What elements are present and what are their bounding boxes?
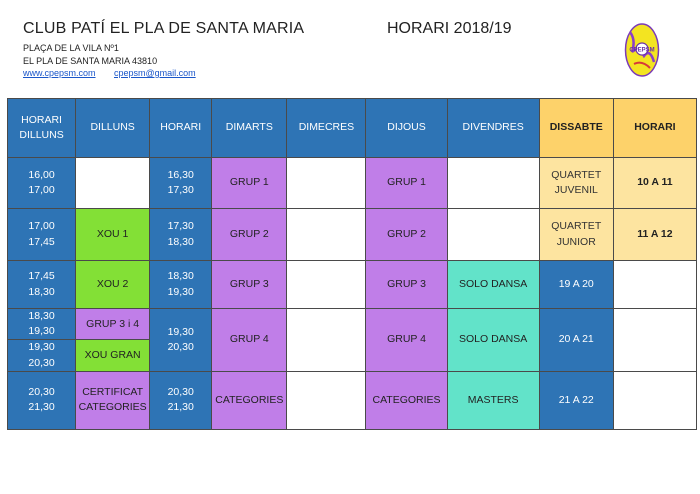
header-horari-dilluns	[8, 99, 76, 158]
header-dimarts: DIMARTS	[212, 99, 287, 158]
tue-group-1: GRUP 1	[212, 158, 287, 209]
tue-time-3-end: 19,30	[167, 285, 194, 298]
wed-cell-4	[287, 309, 366, 372]
fri-cell-2	[447, 209, 539, 261]
mon-time-3-start: 17,45	[28, 270, 55, 283]
tue-time-4-start: 19,30	[167, 325, 194, 338]
schedule-title: HORARI 2018/19	[387, 20, 512, 37]
wed-cell-2	[287, 209, 366, 261]
wed-cell-3	[287, 261, 366, 309]
mon-time-1-end: 17,00	[28, 184, 55, 196]
tue-time-3-start: 18,30	[167, 270, 194, 283]
thu-group-5: CATEGORIES	[366, 371, 447, 429]
tue-group-4: GRUP 4	[212, 309, 287, 372]
wed-cell-5	[287, 371, 366, 429]
mon-time-1-start: 16,00	[28, 168, 55, 181]
header-horari-dissabte: HORARI	[613, 99, 696, 158]
sat-time-3	[613, 261, 696, 309]
sat-group-2-line2: JUNIOR	[556, 235, 596, 248]
mon-group-2: XOU 1	[76, 209, 150, 261]
header-dissabte: DISSABTE	[539, 99, 613, 158]
fri-group-1: SOLO DANSA	[447, 261, 539, 309]
tue-time-5-start: 20,30	[167, 386, 194, 399]
header-dijous: DIJOUS	[366, 99, 447, 158]
tue-group-3: GRUP 3	[212, 261, 287, 309]
tue-time-2	[150, 209, 212, 261]
mon-time-2	[8, 209, 76, 261]
tue-group-2: GRUP 2	[212, 209, 287, 261]
mon-group-4: GRUP 3 i 4	[76, 309, 150, 340]
mon-group-1	[76, 158, 150, 209]
mon-time-6-start: 20,30	[28, 386, 55, 399]
tue-time-3	[150, 261, 212, 309]
thu-group-2: GRUP 2	[366, 209, 447, 261]
sat-time-5	[613, 371, 696, 429]
address-line-1: PLAÇA DE LA VILA Nº1	[23, 43, 119, 53]
sat-group-1-line2: JUVENIL	[554, 184, 598, 196]
sat-group-5: 21 A 22	[539, 371, 613, 429]
mon-time-3	[8, 261, 76, 309]
fri-group-3: MASTERS	[447, 371, 539, 429]
mon-time-4	[8, 309, 76, 340]
tue-time-4	[150, 309, 212, 372]
mon-time-1	[8, 158, 76, 209]
sat-group-2	[539, 209, 613, 261]
mon-time-5	[8, 340, 76, 371]
header-horari-dilluns-line2: DILLUNS	[19, 129, 64, 141]
mon-group-6-line2: CATEGORIES	[78, 401, 147, 414]
sat-time-2: 11 A 12	[613, 209, 696, 261]
tue-time-5-end: 21,30	[167, 401, 194, 414]
mon-time-5-end: 20,30	[28, 356, 55, 369]
tue-group-5: CATEGORIES	[212, 371, 287, 429]
tue-time-5	[150, 371, 212, 429]
tue-time-1	[150, 158, 212, 209]
mon-group-6-line1: CERTIFICAT	[82, 386, 144, 399]
club-title: CLUB PATÍ EL PLA DE SANTA MARIA	[23, 20, 305, 37]
mon-time-6-end: 21,30	[28, 401, 55, 414]
thu-group-3: GRUP 3	[366, 261, 447, 309]
sat-time-1: 10 A 11	[613, 158, 696, 209]
sat-group-1-line1: QUARTET	[551, 168, 602, 181]
tue-time-1-end: 17,30	[167, 184, 194, 196]
tue-time-1-start: 16,30	[167, 168, 194, 181]
mon-time-2-start: 17,00	[28, 220, 55, 233]
mon-time-5-start: 19,30	[28, 341, 55, 354]
mon-time-2-end: 17,45	[28, 235, 55, 248]
sat-time-4	[613, 309, 696, 372]
mon-time-3-end: 18,30	[28, 285, 55, 298]
address-line-2: EL PLA DE SANTA MARIA 43810	[23, 56, 158, 66]
header-dilluns: DILLUNS	[76, 99, 150, 158]
mon-group-5: XOU GRAN	[76, 340, 150, 371]
sat-group-1	[539, 158, 613, 209]
thu-group-1: GRUP 1	[366, 158, 447, 209]
website-link[interactable]: www.cpepsm.com	[23, 68, 96, 78]
mon-time-4-end: 19,30	[28, 325, 55, 338]
mon-time-4-start: 18,30	[28, 310, 55, 322]
header-horari: HORARI	[150, 99, 212, 158]
schedule-table	[7, 98, 697, 430]
email-link[interactable]: cpepsm@gmail.com	[114, 68, 196, 78]
mon-group-3: XOU 2	[76, 261, 150, 309]
club-logo	[624, 22, 660, 78]
tue-time-4-end: 20,30	[167, 340, 194, 353]
tue-time-2-start: 17,30	[167, 220, 194, 233]
mon-time-6	[8, 371, 76, 429]
wed-cell-1	[287, 158, 366, 209]
header-divendres: DIVENDRES	[447, 99, 539, 158]
logo-text: CPEPSM	[629, 47, 655, 54]
header-horari-dilluns-line1: HORARI	[21, 113, 62, 126]
tue-time-2-end: 18,30	[167, 235, 194, 248]
fri-group-2: SOLO DANSA	[447, 309, 539, 372]
header-dimecres: DIMECRES	[287, 99, 366, 158]
thu-group-4: GRUP 4	[366, 309, 447, 372]
mon-group-6	[76, 371, 150, 429]
sat-group-2-line1: QUARTET	[551, 220, 602, 233]
fri-cell-1	[447, 158, 539, 209]
sat-group-3: 19 A 20	[539, 261, 613, 309]
sat-group-4: 20 A 21	[539, 309, 613, 372]
